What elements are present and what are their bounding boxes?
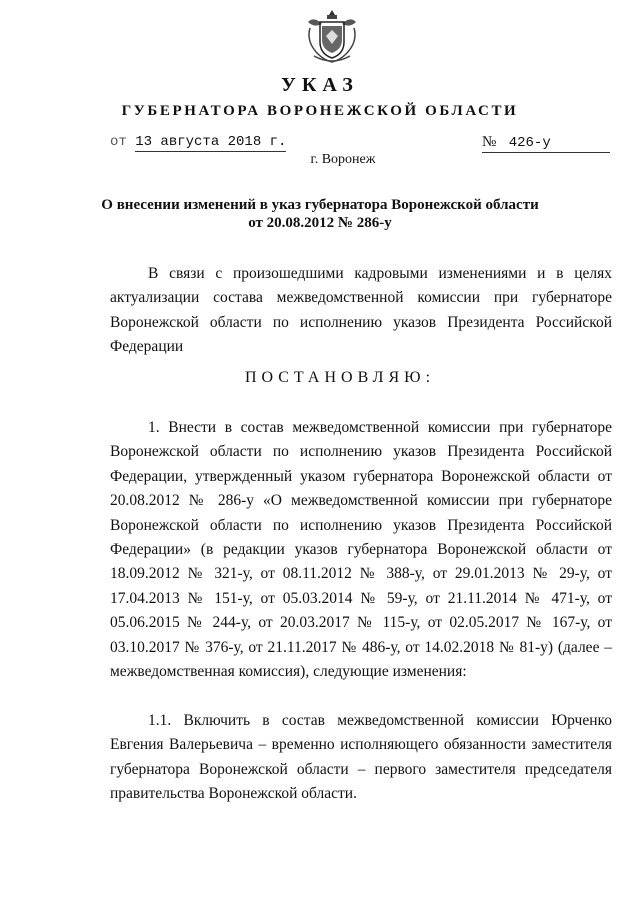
decree-word: ПОСТАНОВЛЯЮ: <box>244 369 436 386</box>
city: г. Воронеж <box>310 152 376 167</box>
preamble-paragraph: В связи с произошедшими кадровыми изменениями и в целях актуализации состава межведомственной комиссии при губернаторе Воронежской области по исполнению указов Президента Российской Федерации <box>110 265 612 356</box>
document-number <box>482 134 610 153</box>
heading-line-2: от 20.08.2012 № 286-у <box>248 215 392 231</box>
date-prefix: от <box>110 134 127 150</box>
number-sign: № <box>482 134 497 150</box>
heading-line-1: О внесении изменений в указ губернатора Воронежской области <box>101 197 539 213</box>
document-heading <box>100 196 540 232</box>
document-type-title: УКАЗ <box>281 74 359 96</box>
number-value: 426-у <box>508 135 551 151</box>
document-date <box>110 134 286 150</box>
issuing-authority: ГУБЕРНАТОРА ВОРОНЕЖСКОЙ ОБЛАСТИ <box>121 103 519 119</box>
date-value: 13 августа 2018 г. <box>135 134 287 150</box>
coat-of-arms-icon <box>300 8 364 66</box>
item-1-paragraph: 1. Внести в состав межведомственной комиссии при губернаторе Воронежской области по исполнению указов Президента Российской Федерации, утвержденный указом губернатора Воронежской области от 20.08.2012 № 286-у «О межведомственной комиссии при губернаторе Воронежской области по исполнению указов Президента Российской Федерации» (в редакции указов губернатора Воронежской области от 18.09.2012 № 321-у, от 08.11.2012 № 388-у, от 29.01.2013 № 29-у, от 17.04.2013 № 151-у, от 05.03.2014 № 59-у, от 21.11.2014 № 471-у, от 05.06.2015 № 244-у, от 20.03.2017 № 115-у, от 02.05.2017 № 167-у, от 03.10.2017 № 376-у, от 21.11.2017 № 486-у, от 14.02.2018 № 81-у) (далее – межведомственная комиссия), следующие изменения: <box>110 419 612 681</box>
item-1-1-paragraph: 1.1. Включить в состав межведомственной комиссии Юрченко Евгения Валерьевича – временно исполняющего обязанности заместителя губернатора Воронежской области – первого заместителя председателя правительства Воронежской области. <box>110 712 612 803</box>
